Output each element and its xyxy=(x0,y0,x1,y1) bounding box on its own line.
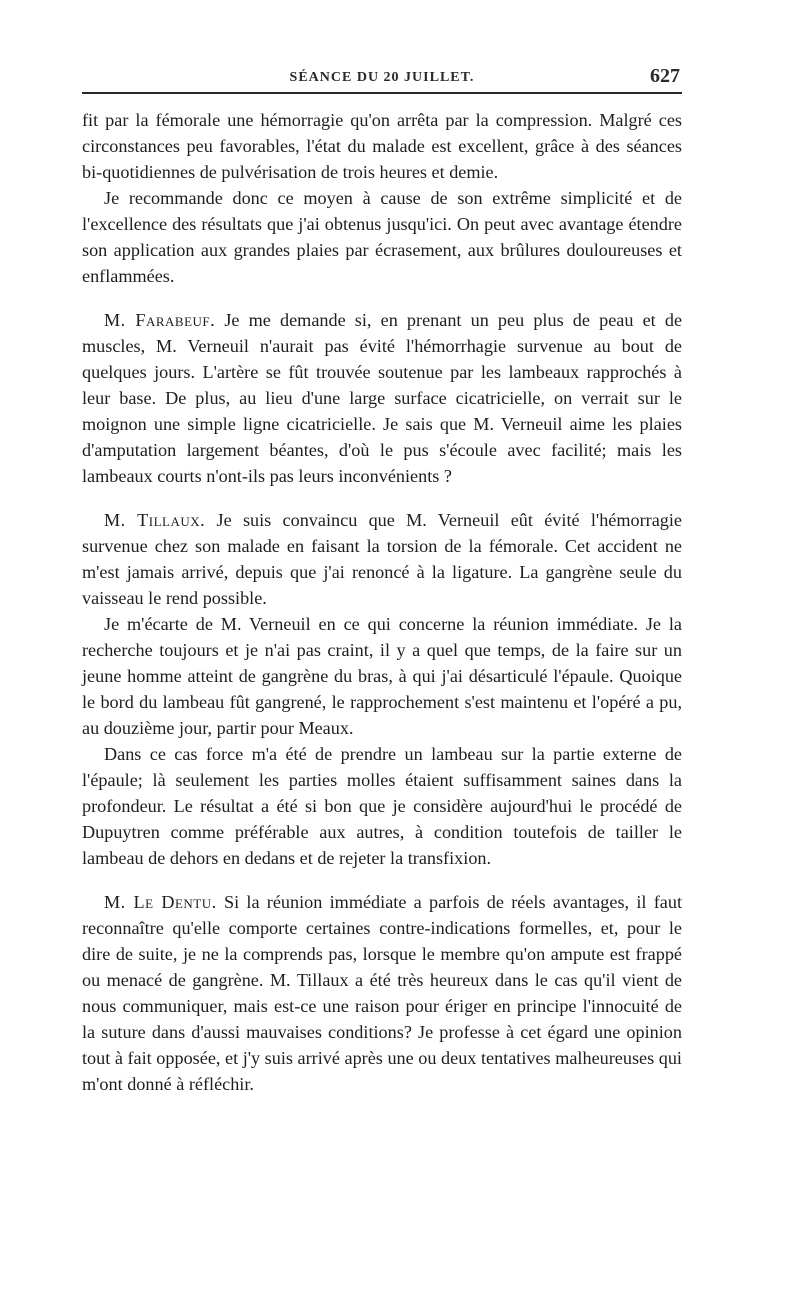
paragraph-text: Si la réunion immédiate a parfois de réels avantages, il faut reconnaître qu'elle comporte certaines contre-indications formelles, et, pour le dire de suite, je ne la comprends pas, lorsque le membre qu'on ampute est frappé ou menacé de gangrène. M. Tillaux a été très heureux dans le cas qu'il vient de nous communiquer, mais est-ce une raison pour ériger en principe l'innocuité de la suture dans d'aussi mauvaises conditions? Je professe à cet égard une opinion tout à fait opposée, et j'y suis arrivé après une ou deux tentatives malheureuses qui m'ont donné à réfléchir. xyxy=(82,892,683,1094)
paragraph-text: Dans ce cas force m'a été de prendre un lambeau sur la partie externe de l'épaule; là seulement les parties molles étaient suffisamment saines dans la profondeur. Le résultat a été si bon que je considère aujourd'hui le procédé de Dupuytren comme préférable aux autres, à condition toutefois de tailler le lambeau de dehors en dedans et de rejeter la transfixion. xyxy=(82,744,682,868)
paragraph-text: Je recommande donc ce moyen à cause de son extrême simplicité et de l'excellence des résultats que j'ai obtenus jusqu'ici. On peut avec avantage étendre son application aux grandes plaies par écrasement, aux brûlures douloureuses et enflammées. xyxy=(82,188,682,286)
body-text xyxy=(82,107,682,1097)
speech-le-dentu xyxy=(82,889,682,1097)
paragraph-text: fit par la fémorale une hémorragie qu'on arrêta par la compression. Malgré ces circonstances peu favorables, l'état du malade est excellent, grâce à des séances bi-quotidiennes de pulvérisation de trois heures et demie. xyxy=(82,110,682,182)
paragraph-text: Je suis convaincu que M. Verneuil eût évité l'hémorragie survenue chez son malade en faisant la torsion de la fémorale. Cet accident ne m'est jamais arrivé, depuis que j'ai renoncé à la ligature. La gangrène seule du vaisseau le rend possible. xyxy=(82,510,683,608)
running-head-title: SÉANCE DU 20 JUILLET. xyxy=(289,70,475,85)
running-head xyxy=(82,58,682,94)
page-number: 627 xyxy=(650,65,680,87)
paragraph xyxy=(82,611,682,741)
paragraph xyxy=(82,741,682,871)
speech-tillaux xyxy=(82,507,682,611)
speech-farabeuf xyxy=(82,307,682,489)
book-page xyxy=(82,58,682,1097)
speaker-name: M. Le Dentu. xyxy=(104,892,217,912)
paragraph-text: Je me demande si, en prenant un peu plus de peau et de muscles, M. Verneuil n'aurait pas évité l'hémorrhagie survenue au bout de quelques jours. L'artère se fût trouvée soutenue par les lambeaux rapprochés à leur base. De plus, au lieu d'une large surface cicatricielle, on verrait sur le moignon une simple ligne cicatricielle. Je sais que M. Verneuil aime les plaies d'amputation largement béantes, d'où le pus s'écoule avec facilité; mais les lambeaux courts n'ont-ils pas leurs inconvénients ? xyxy=(82,310,683,486)
speaker-name: M. Tillaux. xyxy=(104,510,206,530)
paragraph-text: Je m'écarte de M. Verneuil en ce qui concerne la réunion immédiate. Je la recherche toujours et je n'ai pas craint, il y a quel que temps, de la faire sur un jeune homme atteint de gangrène du bras, à qui j'ai désarticulé l'épaule. Quoique le bord du lambeau fût gangrené, le rapprochement s'est maintenu et l'opéré a pu, au douzième jour, partir pour Meaux. xyxy=(82,614,682,738)
paragraph-continuation xyxy=(82,107,682,185)
paragraph xyxy=(82,185,682,289)
speaker-name: M. Farabeuf. xyxy=(104,310,216,330)
